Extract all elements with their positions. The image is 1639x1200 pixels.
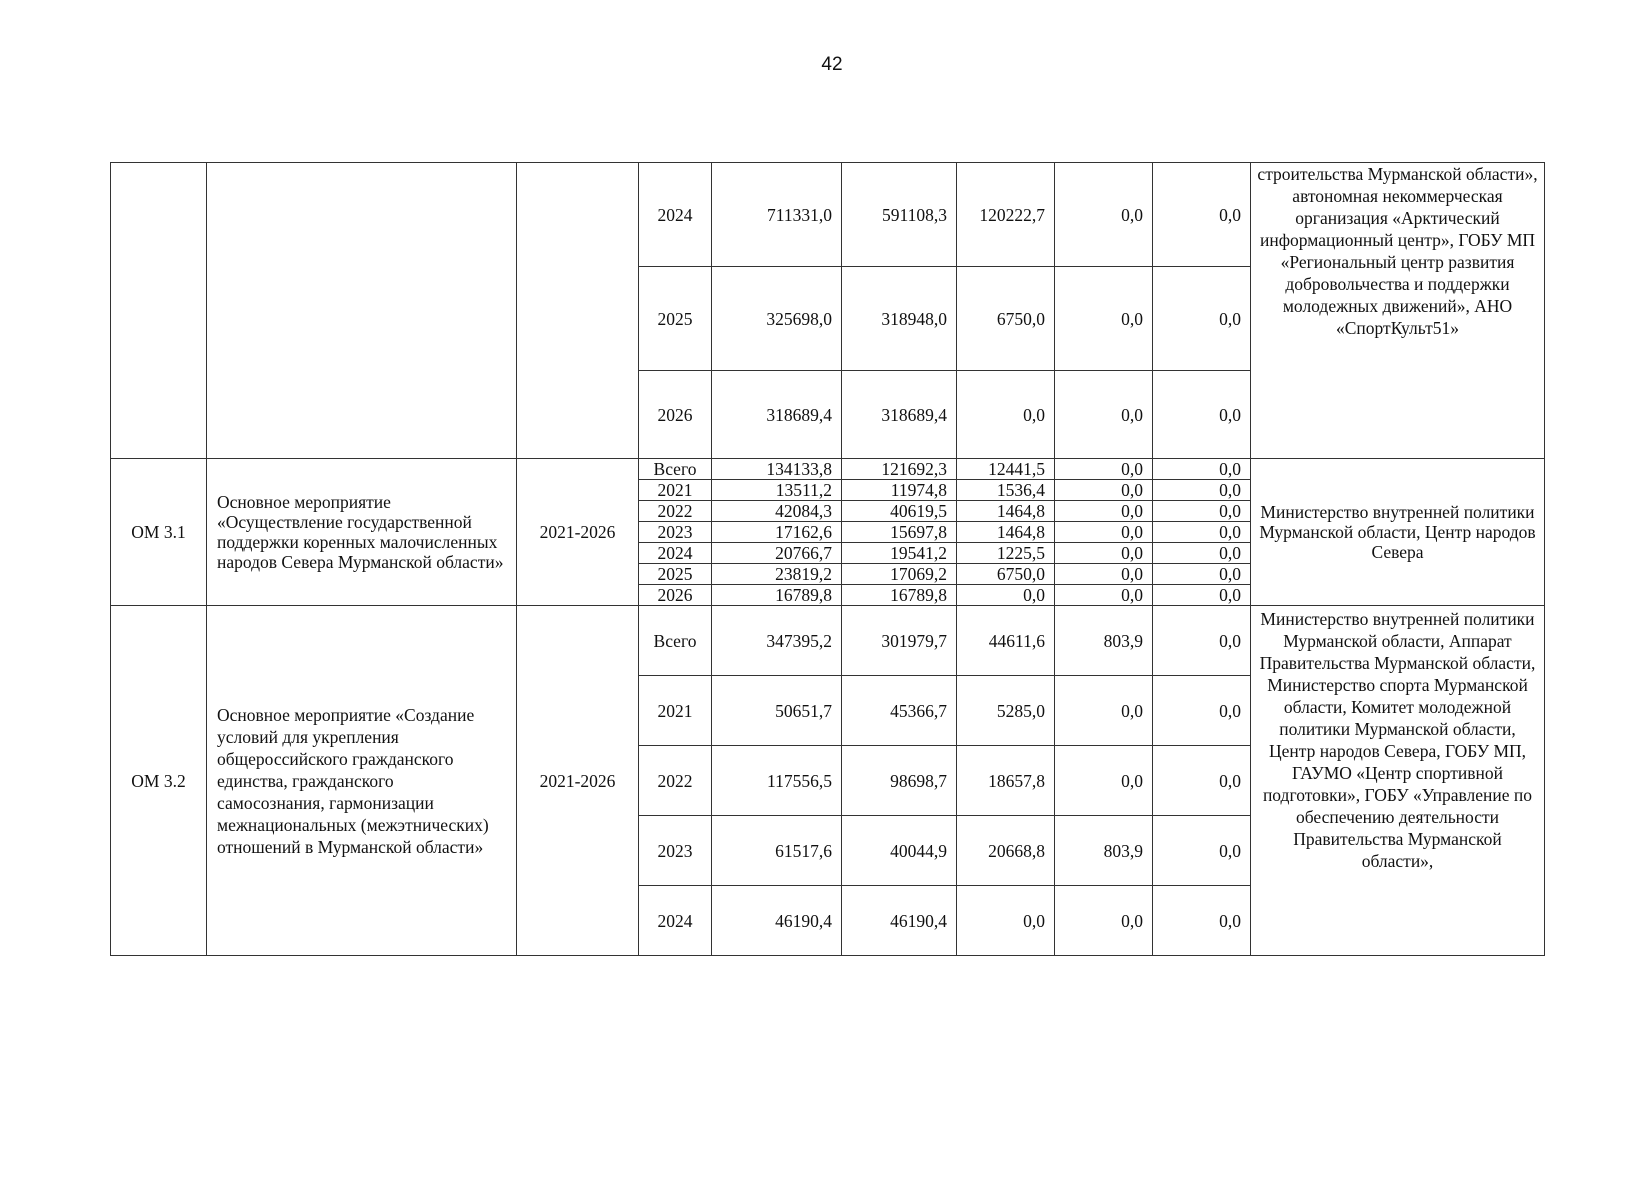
value-cell: 0,0 xyxy=(1055,564,1153,585)
value-cell: 0,0 xyxy=(1153,816,1251,886)
value-cell: 16789,8 xyxy=(842,585,957,606)
year-cell: 2022 xyxy=(639,501,712,522)
period-cell: 2021-2026 xyxy=(517,459,639,606)
value-cell: 0,0 xyxy=(957,585,1055,606)
value-cell: 0,0 xyxy=(1055,543,1153,564)
value-cell: 0,0 xyxy=(1153,459,1251,480)
total-cell: 134133,8 xyxy=(712,459,842,480)
year-cell: 2026 xyxy=(639,371,712,459)
value-cell: 1225,5 xyxy=(957,543,1055,564)
total-cell: 61517,6 xyxy=(712,816,842,886)
name-cell-empty xyxy=(207,163,517,459)
value-cell: 0,0 xyxy=(1055,371,1153,459)
value-cell: 45366,7 xyxy=(842,676,957,746)
value-cell: 0,0 xyxy=(1153,585,1251,606)
table-row xyxy=(111,459,1545,480)
total-cell: 318689,4 xyxy=(712,371,842,459)
executor-text: строительства Мурманской области», автономная некоммерческая организация «Арктический информационный центр», ГОБУ МП «Региональный центр развития добровольчества и поддержки молодежных движений», АНО «СпортКульт51» xyxy=(1257,164,1538,338)
period-cell: 2021-2026 xyxy=(517,606,639,956)
name-cell: Основное мероприятие «Осуществление государственной поддержки коренных малочисленных народов Севера Мурманской области» xyxy=(207,459,517,606)
value-cell: 1464,8 xyxy=(957,501,1055,522)
value-cell: 20668,8 xyxy=(957,816,1055,886)
value-cell: 40044,9 xyxy=(842,816,957,886)
value-cell: 18657,8 xyxy=(957,746,1055,816)
value-cell: 1536,4 xyxy=(957,480,1055,501)
value-cell: 0,0 xyxy=(1153,371,1251,459)
value-cell: 0,0 xyxy=(1153,606,1251,676)
executor-text: Министерство внутренней политики Мурманской области, Центр народов Севера xyxy=(1259,502,1536,562)
year-cell: 2024 xyxy=(639,543,712,564)
value-cell: 318948,0 xyxy=(842,267,957,371)
total-cell: 347395,2 xyxy=(712,606,842,676)
code-cell: ОМ 3.2 xyxy=(111,606,207,956)
value-cell: 0,0 xyxy=(1055,163,1153,267)
total-cell: 117556,5 xyxy=(712,746,842,816)
executor-cell xyxy=(1251,459,1545,606)
value-cell: 44611,6 xyxy=(957,606,1055,676)
value-cell: 0,0 xyxy=(1153,886,1251,956)
value-cell: 0,0 xyxy=(1153,522,1251,543)
year-cell: Всего xyxy=(639,606,712,676)
total-cell: 711331,0 xyxy=(712,163,842,267)
total-cell: 325698,0 xyxy=(712,267,842,371)
value-cell: 0,0 xyxy=(1153,267,1251,371)
code-cell-empty xyxy=(111,163,207,459)
value-cell: 0,0 xyxy=(1153,564,1251,585)
total-cell: 13511,2 xyxy=(712,480,842,501)
value-cell: 0,0 xyxy=(1153,163,1251,267)
value-cell: 301979,7 xyxy=(842,606,957,676)
year-cell: 2023 xyxy=(639,816,712,886)
value-cell: 17069,2 xyxy=(842,564,957,585)
value-cell: 0,0 xyxy=(1055,585,1153,606)
value-cell: 120222,7 xyxy=(957,163,1055,267)
value-cell: 15697,8 xyxy=(842,522,957,543)
table-row xyxy=(111,163,1545,267)
value-cell: 0,0 xyxy=(957,371,1055,459)
executor-cell xyxy=(1251,606,1545,956)
year-cell: 2025 xyxy=(639,564,712,585)
value-cell: 0,0 xyxy=(1055,746,1153,816)
total-cell: 20766,7 xyxy=(712,543,842,564)
year-cell: 2021 xyxy=(639,676,712,746)
program-table xyxy=(110,162,1545,956)
value-cell: 318689,4 xyxy=(842,371,957,459)
total-cell: 42084,3 xyxy=(712,501,842,522)
name-cell: Основное мероприятие «Создание условий для укрепления общероссийского гражданского единства, гражданского самосознания, гармонизации межнациональных (межэтнических) отношений в Мурманской области» xyxy=(207,606,517,956)
total-cell: 16789,8 xyxy=(712,585,842,606)
value-cell: 121692,3 xyxy=(842,459,957,480)
year-cell: Всего xyxy=(639,459,712,480)
value-cell: 0,0 xyxy=(957,886,1055,956)
executor-text: Министерство внутренней политики Мурманской области, Аппарат Правительства Мурманской области, Министерство спорта Мурманской области, Комитет молодежной политики Мурманской области, Центр народов Севера, ГОБУ МП, ГАУМО «Центр спортивной подготовки», ГОБУ «Управление по обеспечению деятельности Правительства Мурманской области», xyxy=(1259,609,1536,871)
value-cell: 0,0 xyxy=(1055,886,1153,956)
value-cell: 40619,5 xyxy=(842,501,957,522)
value-cell: 46190,4 xyxy=(842,886,957,956)
total-cell: 50651,7 xyxy=(712,676,842,746)
year-cell: 2021 xyxy=(639,480,712,501)
year-cell: 2026 xyxy=(639,585,712,606)
year-cell: 2024 xyxy=(639,163,712,267)
value-cell: 0,0 xyxy=(1153,676,1251,746)
value-cell: 0,0 xyxy=(1055,480,1153,501)
value-cell: 0,0 xyxy=(1153,746,1251,816)
value-cell: 803,9 xyxy=(1055,606,1153,676)
value-cell: 591108,3 xyxy=(842,163,957,267)
value-cell: 12441,5 xyxy=(957,459,1055,480)
value-cell: 0,0 xyxy=(1153,501,1251,522)
value-cell: 0,0 xyxy=(1055,676,1153,746)
value-cell: 803,9 xyxy=(1055,816,1153,886)
executor-cell xyxy=(1251,163,1545,459)
value-cell: 98698,7 xyxy=(842,746,957,816)
total-cell: 17162,6 xyxy=(712,522,842,543)
code-cell: ОМ 3.1 xyxy=(111,459,207,606)
year-cell: 2025 xyxy=(639,267,712,371)
table-row xyxy=(111,606,1545,676)
value-cell: 11974,8 xyxy=(842,480,957,501)
value-cell: 6750,0 xyxy=(957,267,1055,371)
value-cell: 0,0 xyxy=(1055,267,1153,371)
value-cell: 0,0 xyxy=(1055,522,1153,543)
value-cell: 6750,0 xyxy=(957,564,1055,585)
period-cell-empty xyxy=(517,163,639,459)
year-cell: 2023 xyxy=(639,522,712,543)
year-cell: 2022 xyxy=(639,746,712,816)
value-cell: 5285,0 xyxy=(957,676,1055,746)
value-cell: 19541,2 xyxy=(842,543,957,564)
total-cell: 23819,2 xyxy=(712,564,842,585)
total-cell: 46190,4 xyxy=(712,886,842,956)
value-cell: 1464,8 xyxy=(957,522,1055,543)
year-cell: 2024 xyxy=(639,886,712,956)
value-cell: 0,0 xyxy=(1153,543,1251,564)
value-cell: 0,0 xyxy=(1153,480,1251,501)
value-cell: 0,0 xyxy=(1055,501,1153,522)
page-number: 42 xyxy=(821,54,843,75)
value-cell: 0,0 xyxy=(1055,459,1153,480)
